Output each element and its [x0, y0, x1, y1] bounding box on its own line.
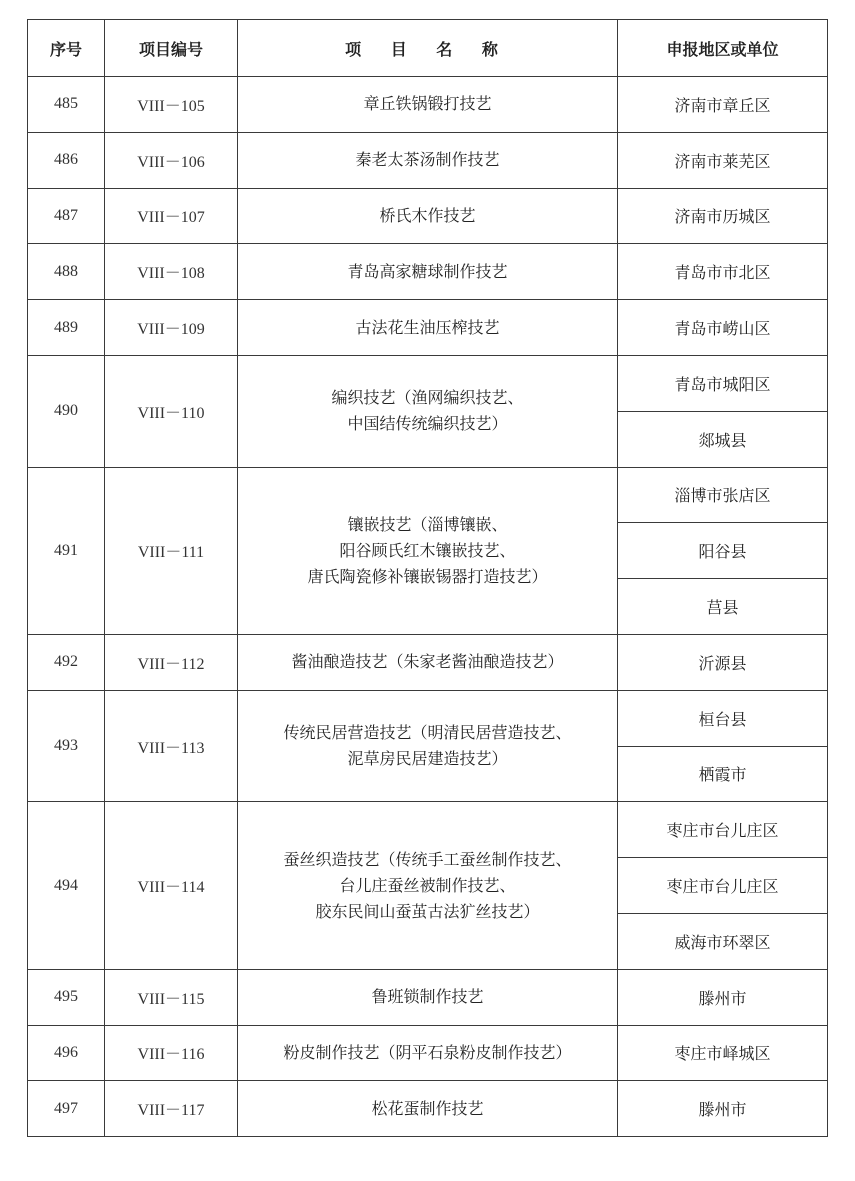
name-line: 鲁班锁制作技艺	[371, 987, 484, 1007]
cell-region: 济南市章丘区	[618, 77, 828, 133]
cell-name	[238, 1025, 618, 1081]
cell-name	[238, 188, 618, 244]
name-line: 唐氏陶瓷修补镶嵌锡器打造技艺）	[307, 566, 548, 586]
table-row	[28, 802, 828, 858]
header-code: 项目编号	[105, 20, 238, 77]
name-line: 桥氏木作技艺	[379, 205, 476, 225]
header-row	[28, 20, 828, 77]
cell-seq: 497	[28, 1081, 105, 1137]
cell-region: 莒县	[618, 579, 828, 635]
name-line: 章丘铁锅锻打技艺	[363, 94, 492, 114]
cell-region: 郯城县	[618, 411, 828, 467]
cell-name	[238, 1081, 618, 1137]
cell-seq: 491	[28, 467, 105, 634]
cell-region: 枣庄市台儿庄区	[618, 802, 828, 858]
name-line: 泥草房民居建造技艺）	[347, 749, 508, 769]
cell-code: VIII－117	[105, 1081, 238, 1137]
cell-name	[238, 969, 618, 1025]
table-row	[28, 467, 828, 523]
name-line: 台儿庄蚕丝被制作技艺、	[339, 875, 516, 895]
header-name: 项 目 名 称	[238, 20, 618, 77]
cell-code: VIII－110	[105, 355, 238, 467]
cell-region: 枣庄市峄城区	[618, 1025, 828, 1081]
cell-region: 滕州市	[618, 969, 828, 1025]
header-region: 申报地区或单位	[618, 20, 828, 77]
cell-name	[238, 467, 618, 634]
cell-name	[238, 244, 618, 300]
name-line: 传统民居营造技艺（明清民居营造技艺、	[283, 723, 572, 743]
table-row	[28, 188, 828, 244]
cell-name	[238, 300, 618, 356]
cell-code: VIII－109	[105, 300, 238, 356]
cell-region: 青岛市市北区	[618, 244, 828, 300]
cell-region: 沂源县	[618, 634, 828, 690]
name-line: 胶东民间山蚕茧古法犷丝技艺）	[315, 901, 540, 921]
cell-seq: 496	[28, 1025, 105, 1081]
cell-seq: 494	[28, 802, 105, 969]
cell-region: 阳谷县	[618, 523, 828, 579]
cell-region: 济南市历城区	[618, 188, 828, 244]
cell-seq: 488	[28, 244, 105, 300]
cell-code: VIII－112	[105, 634, 238, 690]
name-line: 中国结传统编织技艺）	[347, 414, 508, 434]
name-line: 青岛高家糖球制作技艺	[347, 261, 508, 281]
cell-seq: 492	[28, 634, 105, 690]
cell-seq: 490	[28, 355, 105, 467]
cell-region: 青岛市崂山区	[618, 300, 828, 356]
cell-region: 滕州市	[618, 1081, 828, 1137]
cell-name	[238, 634, 618, 690]
name-line: 阳谷顾氏红木镶嵌技艺、	[339, 540, 516, 560]
table-row	[28, 355, 828, 411]
table-row	[28, 634, 828, 690]
cell-region: 济南市莱芜区	[618, 132, 828, 188]
name-line: 秦老太茶汤制作技艺	[355, 150, 500, 170]
cell-seq: 486	[28, 132, 105, 188]
name-line: 古法花生油压榨技艺	[355, 317, 500, 337]
cell-region: 栖霞市	[618, 746, 828, 802]
cell-region: 枣庄市台儿庄区	[618, 858, 828, 914]
cell-code: VIII－115	[105, 969, 238, 1025]
table-body	[28, 77, 828, 1137]
cell-region: 威海市环翠区	[618, 913, 828, 969]
table-row	[28, 1025, 828, 1081]
cell-seq: 493	[28, 690, 105, 802]
name-line: 酱油酿造技艺（朱家老酱油酿造技艺）	[291, 652, 564, 672]
table-row	[28, 969, 828, 1025]
cell-name	[238, 690, 618, 802]
table-row	[28, 244, 828, 300]
heritage-table	[27, 19, 828, 1137]
cell-region: 淄博市张店区	[618, 467, 828, 523]
name-line: 粉皮制作技艺（阴平石泉粉皮制作技艺）	[283, 1042, 572, 1062]
cell-region: 青岛市城阳区	[618, 355, 828, 411]
header-seq: 序号	[28, 20, 105, 77]
cell-code: VIII－116	[105, 1025, 238, 1081]
cell-code: VIII－111	[105, 467, 238, 634]
cell-name	[238, 802, 618, 969]
name-line: 编织技艺（渔网编织技艺、	[331, 388, 524, 408]
table-row	[28, 1081, 828, 1137]
cell-name	[238, 77, 618, 133]
cell-code: VIII－113	[105, 690, 238, 802]
name-line: 镶嵌技艺（淄博镶嵌、	[347, 514, 508, 534]
cell-seq: 487	[28, 188, 105, 244]
table-row	[28, 132, 828, 188]
cell-code: VIII－108	[105, 244, 238, 300]
cell-code: VIII－105	[105, 77, 238, 133]
cell-code: VIII－106	[105, 132, 238, 188]
cell-name	[238, 355, 618, 467]
name-line: 松花蛋制作技艺	[371, 1098, 484, 1118]
cell-code: VIII－107	[105, 188, 238, 244]
name-line: 蚕丝织造技艺（传统手工蚕丝制作技艺、	[283, 849, 572, 869]
cell-region: 桓台县	[618, 690, 828, 746]
cell-name	[238, 132, 618, 188]
table-row	[28, 77, 828, 133]
cell-seq: 489	[28, 300, 105, 356]
cell-seq: 485	[28, 77, 105, 133]
cell-seq: 495	[28, 969, 105, 1025]
cell-code: VIII－114	[105, 802, 238, 969]
table-row	[28, 300, 828, 356]
table-row	[28, 690, 828, 746]
